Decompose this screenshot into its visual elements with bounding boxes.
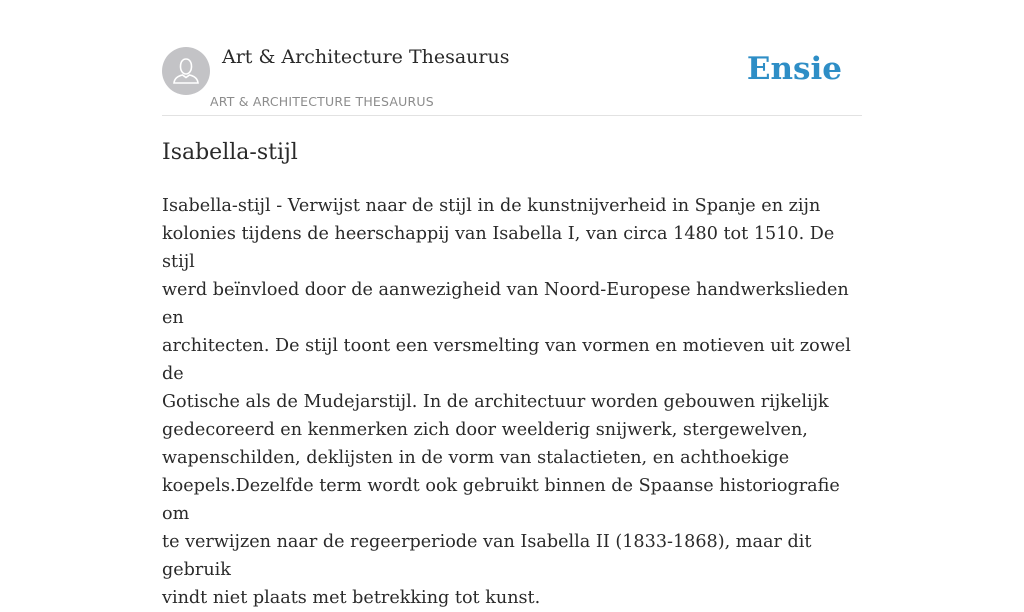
- entry-definition: [162, 192, 862, 612]
- definition-line: wapenschilden, deklijsten in de vorm van stalactieten, en achthoekige: [162, 448, 790, 468]
- entry-card: [162, 0, 862, 608]
- source-header: [162, 0, 862, 116]
- definition-line: kolonies tijdens de heerschappij van Isabella I, van circa 1480 tot 1510. De stijl: [162, 224, 835, 272]
- definition-line: gedecoreerd en kenmerken zich door weelderig snijwerk, stergewelven,: [162, 420, 808, 440]
- brand-logo[interactable]: Ensie: [746, 51, 842, 87]
- definition-line: architecten. De stijl toont een versmelting van vormen en motieven uit zowel de: [162, 336, 851, 384]
- definition-line: Gotische als de Mudejarstijl. In de architectuur worden gebouwen rijkelijk: [162, 392, 829, 412]
- definition-line: te verwijzen naar de regeerperiode van Isabella II (1833-1868), maar dit gebruik: [162, 532, 812, 580]
- user-silhouette-icon: [162, 47, 210, 95]
- definition-line: koepels.Dezelfde term wordt ook gebruikt binnen de Spaanse historiografie om: [162, 476, 840, 524]
- source-subtitle-link[interactable]: ART & ARCHITECTURE THESAURUS: [210, 94, 434, 109]
- entry-title: Isabella-stijl: [162, 140, 298, 165]
- definition-line: werd beïnvloed door de aanwezigheid van Noord-Europese handwerkslieden en: [162, 280, 849, 328]
- definition-line: vindt niet plaats met betrekking tot kunst.: [162, 588, 541, 608]
- definition-line: Isabella-stijl - Verwijst naar de stijl in de kunstnijverheid in Spanje en zijn: [162, 196, 821, 216]
- source-title-link[interactable]: Art & Architecture Thesaurus: [222, 46, 510, 68]
